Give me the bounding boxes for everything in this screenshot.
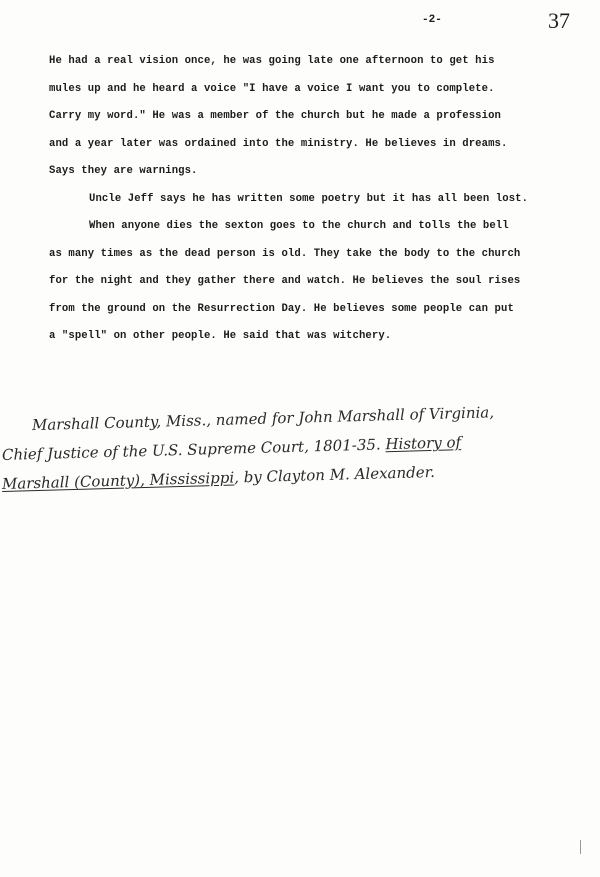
ink-mark xyxy=(580,840,584,854)
body-line: for the night and they gather there and watch. He believes the soul rises xyxy=(49,275,521,287)
handwritten-note xyxy=(1,403,598,499)
body-line: Carry my word." He was a member of the church but he made a profession xyxy=(49,110,502,122)
sheet-number: 37 xyxy=(548,8,570,33)
note-text: Chief Justice of the U.S. Supreme Court, 1801-35. xyxy=(1,435,381,464)
body-line: mules up and he heard a voice "I have a voice I want you to complete. xyxy=(49,82,495,95)
body-line: from the ground on the Resurrection Day. He believes some people can put xyxy=(49,302,514,315)
body-line: a "spell" on other people. He said that was witchery. xyxy=(49,330,392,342)
body-line: and a year later was ordained into the ministry. He believes in dreams. xyxy=(49,137,508,150)
page-number: -2- xyxy=(422,14,442,26)
body-line: Uncle Jeff says he has written some poetry but it has all been lost. xyxy=(89,192,529,205)
note-line-1: Marshall County, Miss., named for John Marshall of Virginia, xyxy=(31,403,495,435)
typed-body xyxy=(49,48,584,351)
body-line: Says they are warnings. xyxy=(49,165,198,177)
note-text: , by Clayton M. Alexander. xyxy=(233,462,436,487)
note-book-title: History of xyxy=(385,433,462,454)
body-line: When anyone dies the sexton goes to the church and tolls the bell xyxy=(89,220,509,232)
body-line: He had a real vision once, he was going late one afternoon to get his xyxy=(49,55,495,67)
note-book-title: Marshall (County), Mississippi xyxy=(1,468,235,493)
body-line: as many times as the dead person is old. They take the body to the church xyxy=(49,247,521,260)
